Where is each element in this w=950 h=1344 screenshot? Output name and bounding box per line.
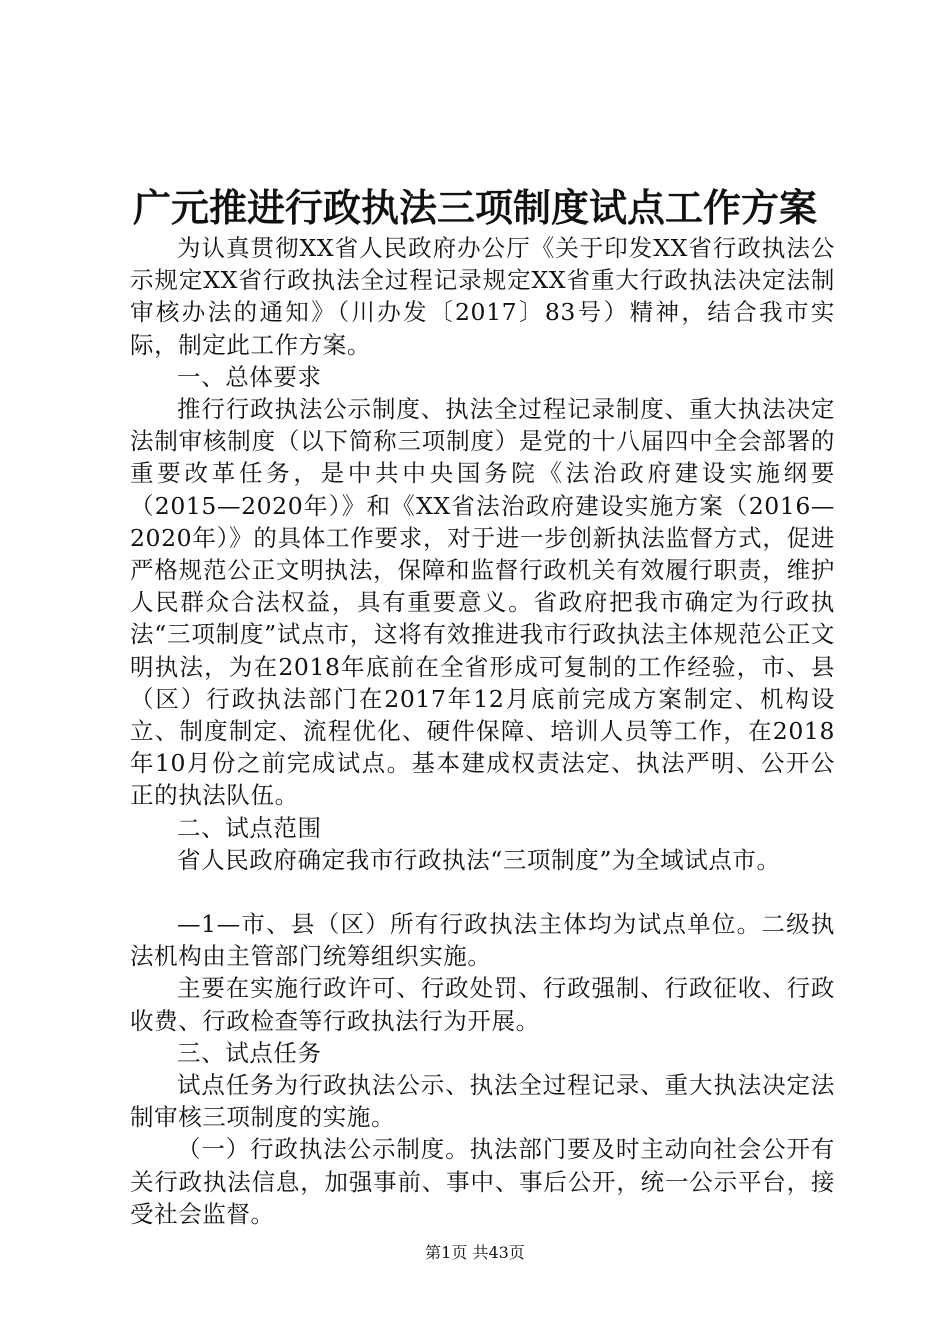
paragraph-pilot-units: —1—市、县（区）所有行政执法主体均为试点单位。二级执法机构由主管部门统筹组织实施。: [130, 910, 835, 971]
heading-general-requirements: 一、总体要求: [177, 362, 322, 391]
paragraph-pilot-tasks: 试点任务为行政执法公示、执法全过程记录、重大执法决定法制审核三项制度的实施。: [130, 1071, 835, 1132]
heading-pilot-tasks: 三、试点任务: [177, 1038, 322, 1067]
page-footer: 第1页 共43页: [425, 1243, 525, 1262]
paragraph-publicity-system: （一）行政执法公示制度。执法部门要及时主动向社会公开有关行政执法信息，加强事前、事中、事后公开，统一公示平台，接受社会监督。: [130, 1135, 835, 1228]
paragraph-pilot-scope: 省人民政府确定我市行政执法“三项制度”为全域试点市。: [177, 845, 781, 874]
paragraph-general-requirements: 推行行政执法公示制度、执法全过程记录制度、重大执法决定法制审核制度（以下简称三项制度）是党的十八届四中全会部署的重要改革任务，是中共中央国务院《法治政府建设实施纲要（2015—2020年）》和《XX省法治政府建设实施方案（2016—2020年）》的具体工作要求，对于进一步创新执法监督方式，促进严格规范公正文明执法，保障和监督行政机关有效履行职责，维护人民群众合法权益，具有重要意义。省政府把我市确定为行政执法“三项制度”试点市，这将有效推进我市行政执法主体规范公正文明执法，为在2018年底前在全省形成可复制的工作经验，市、县（区）行政执法部门在2017年12月底前完成方案制定、机构设立、制度制定、流程优化、硬件保障、培训人员等工作，在2018年10月份之前完成试点。基本建成权责法定、执法严明、公开公正的执法队伍。: [130, 395, 835, 810]
paragraph-intro: 为认真贯彻XX省人民政府办公厅《关于印发XX省行政执法公示规定XX省行政执法全过程记录规定XX省重大行政执法决定法制审核办法的通知》（川办发〔2017〕83号）精神，结合我市实际，制定此工作方案。: [130, 234, 835, 359]
paragraph-gap: [130, 876, 835, 908]
heading-pilot-scope: 二、试点范围: [177, 813, 322, 842]
document-title: 广元推进行政执法三项制度试点工作方案: [132, 185, 817, 230]
document-body: [130, 232, 835, 1230]
paragraph-pilot-actions: 主要在实施行政许可、行政处罚、行政强制、行政征收、行政收费、行政检查等行政执法行为开展。: [130, 974, 835, 1035]
